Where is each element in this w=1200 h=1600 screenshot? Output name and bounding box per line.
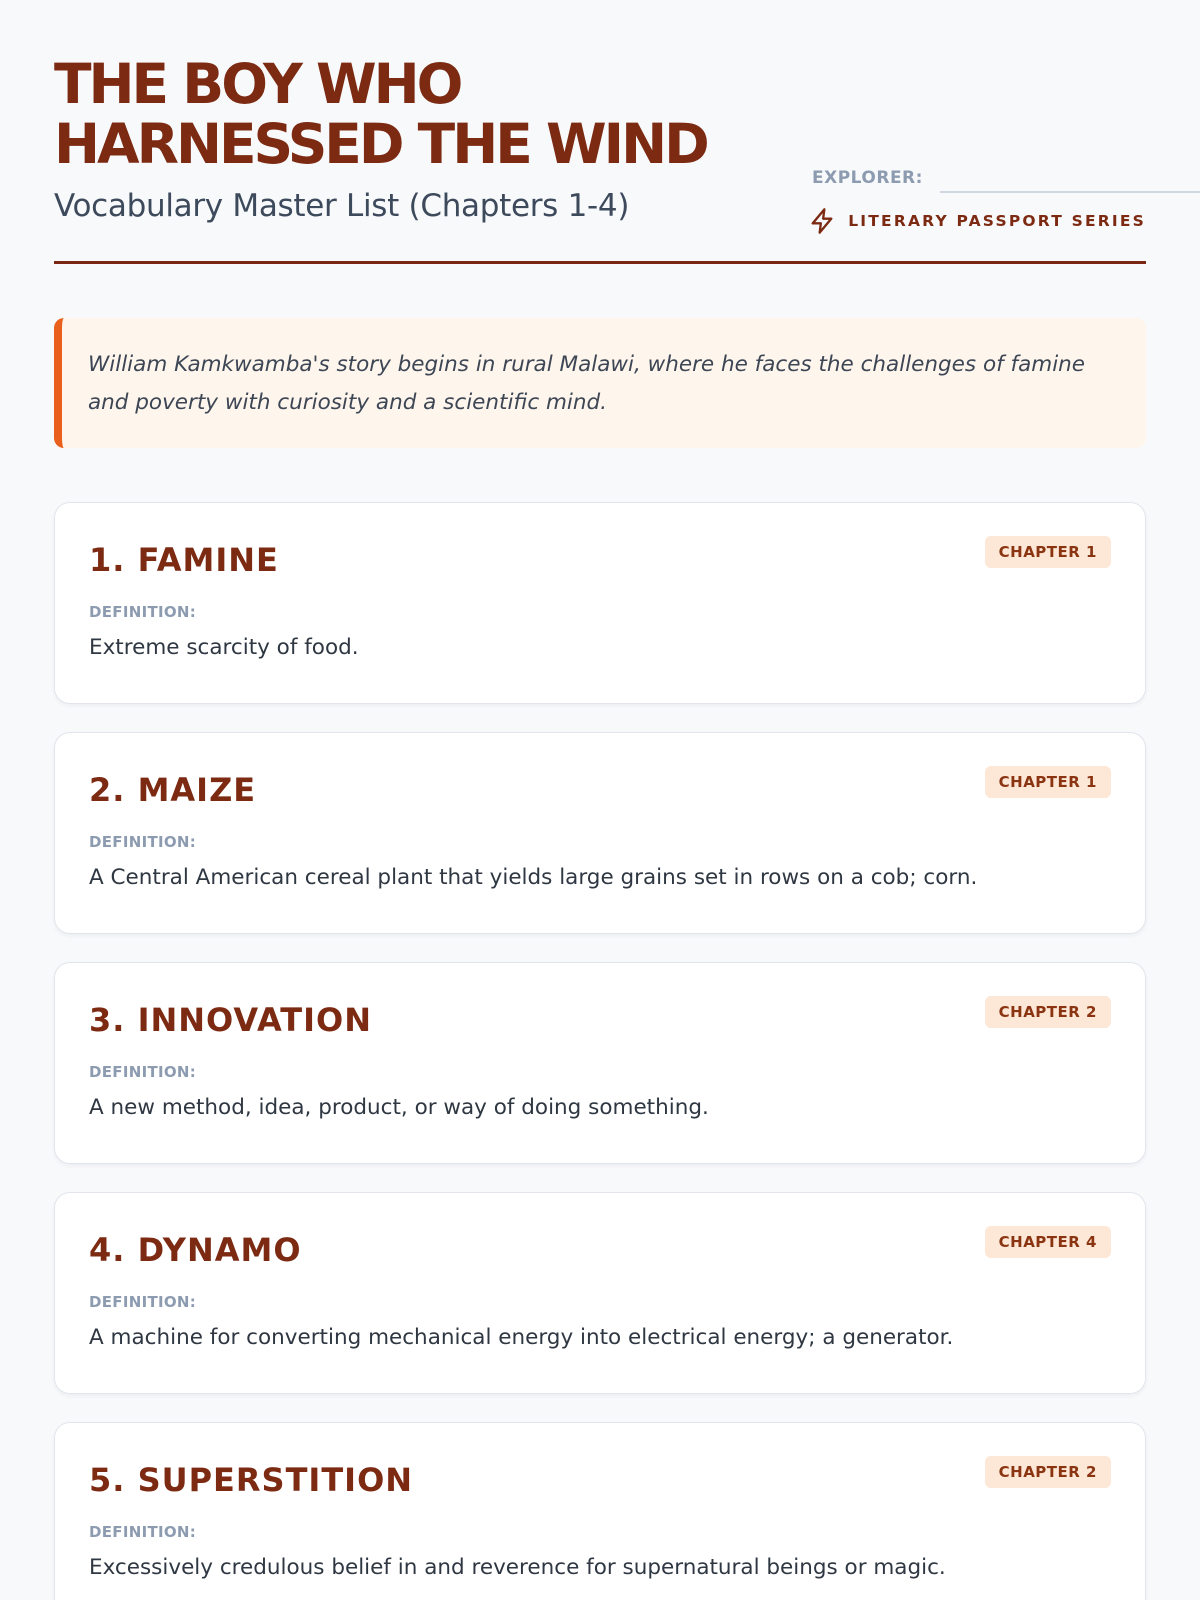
vocab-word: 1. FAMINE: [89, 541, 279, 579]
title-line-1: THE BOY WHO: [54, 52, 461, 116]
vocabulary-list: [54, 502, 1146, 1600]
chapter-badge: CHAPTER 4: [985, 1226, 1111, 1258]
definition-label: DEFINITION:: [89, 1293, 197, 1311]
explorer-field[interactable]: [812, 166, 1200, 194]
definition-text: Extreme scarcity of food.: [89, 635, 359, 660]
definition-text: Excessively credulous belief in and reverence for supernatural beings or magic.: [89, 1555, 946, 1580]
series-label: LITERARY PASSPORT SERIES: [848, 212, 1146, 230]
chapter-badge: CHAPTER 1: [985, 536, 1111, 568]
definition-label: DEFINITION:: [89, 1063, 197, 1081]
explorer-label: EXPLORER:: [812, 168, 923, 188]
vocab-word: 3. INNOVATION: [89, 1001, 372, 1039]
definition-text: A Central American cereal plant that yields large grains set in rows on a cob; corn.: [89, 865, 978, 890]
definition-text: A new method, idea, product, or way of doing something.: [89, 1095, 709, 1120]
series-tag: [808, 206, 1146, 236]
vocab-card: [54, 962, 1146, 1164]
chapter-badge: CHAPTER 2: [985, 1456, 1111, 1488]
vocab-card: [54, 1422, 1146, 1600]
definition-label: DEFINITION:: [89, 1523, 197, 1541]
page-header: [54, 0, 1146, 264]
vocab-card: [54, 502, 1146, 704]
vocab-word: 5. SUPERSTITION: [89, 1461, 414, 1499]
intro-text: William Kamkwamba's story begins in rural Malawi, where he faces the challenges of famine and poverty with curiosity and a scientific mind.: [88, 352, 1086, 415]
lightning-bolt-icon: [808, 206, 836, 236]
chapter-badge: CHAPTER 1: [985, 766, 1111, 798]
chapter-badge: CHAPTER 2: [985, 996, 1111, 1028]
explorer-input-line[interactable]: [940, 191, 1200, 193]
definition-label: DEFINITION:: [89, 833, 197, 851]
vocab-word: 4. DYNAMO: [89, 1231, 302, 1269]
definition-text: A machine for converting mechanical energy into electrical energy; a generator.: [89, 1325, 954, 1350]
page-subtitle: Vocabulary Master List (Chapters 1-4): [54, 188, 630, 224]
vocab-card: [54, 732, 1146, 934]
intro-callout: [54, 318, 1146, 448]
definition-label: DEFINITION:: [89, 603, 197, 621]
vocab-card: [54, 1192, 1146, 1394]
page-title: [54, 54, 814, 174]
title-line-2: HARNESSED THE WIND: [54, 112, 707, 176]
vocab-word: 2. MAIZE: [89, 771, 257, 809]
